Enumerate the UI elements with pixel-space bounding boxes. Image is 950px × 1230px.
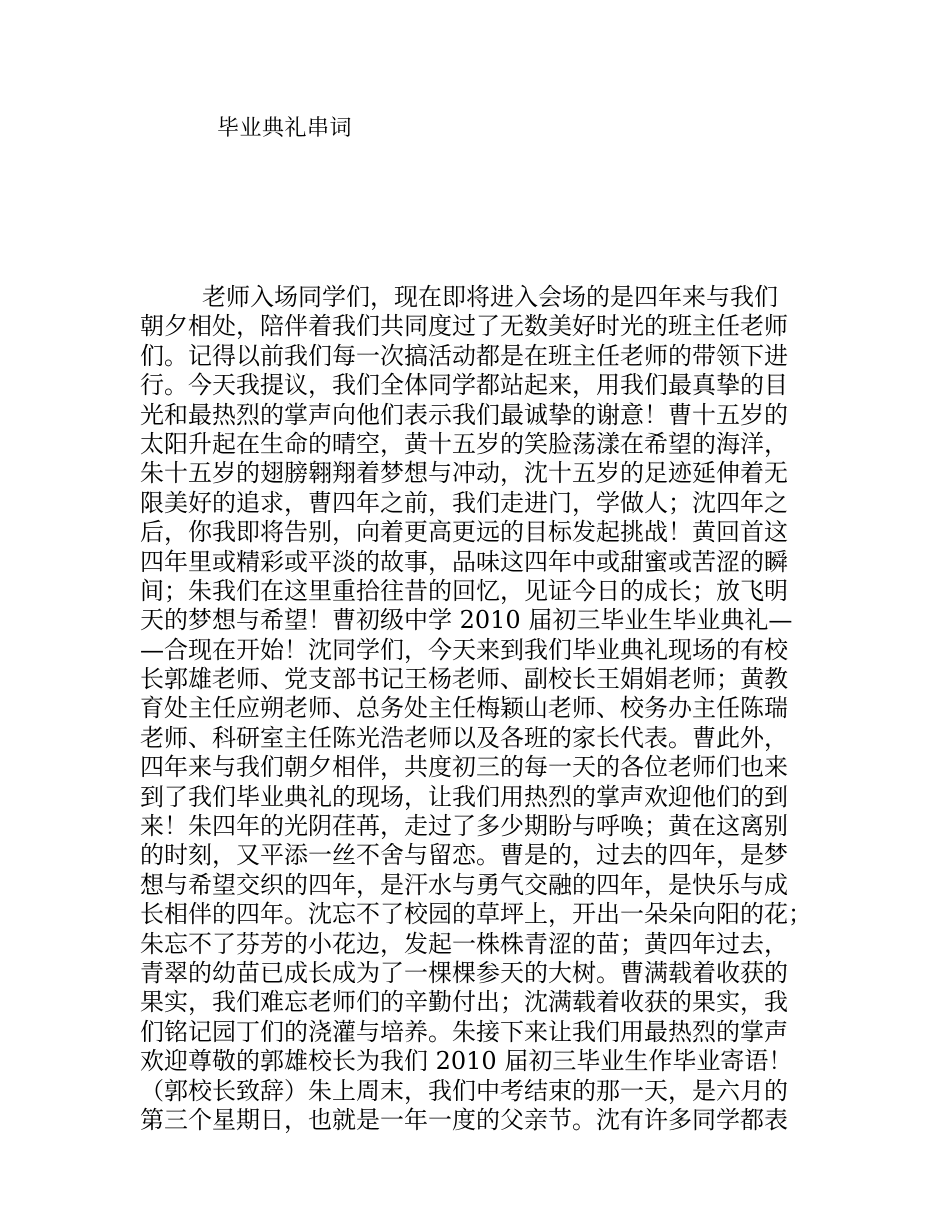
body-line: 想与希望交织的四年，是汗水与勇气交融的四年，是快乐与成 bbox=[140, 870, 788, 899]
body-line: 第三个星期日，也就是一年一度的父亲节。沈有许多同学都表 bbox=[140, 1105, 788, 1134]
body-line: 朱十五岁的翅膀翱翔着梦想与冲动，沈十五岁的足迹延伸着无 bbox=[140, 459, 788, 488]
body-line: 青翠的幼苗已成长成为了一棵棵参天的大树。曹满载着收获的 bbox=[140, 958, 788, 987]
body-line: —合现在开始！沈同学们，今天来到我们毕业典礼现场的有校 bbox=[140, 635, 788, 664]
document-body bbox=[140, 283, 820, 1135]
body-line: 间；朱我们在这里重拾往昔的回忆，见证今日的成长；放飞明 bbox=[140, 576, 788, 605]
body-line: 欢迎尊敬的郭雄校长为我们 2010 届初三毕业生作毕业寄语！ bbox=[140, 1047, 793, 1076]
body-line: 果实，我们难忘老师们的辛勤付出；沈满载着收获的果实，我 bbox=[140, 988, 788, 1017]
body-line: 到了我们毕业典礼的现场，让我们用热烈的掌声欢迎他们的到 bbox=[140, 782, 788, 811]
body-line: （郭校长致辞）朱上周末，我们中考结束的那一天，是六月的 bbox=[140, 1076, 788, 1105]
body-line: 天的梦想与希望！曹初级中学 2010 届初三毕业生毕业典礼— bbox=[140, 606, 793, 635]
body-line: 长郭雄老师、党支部书记王杨老师、副校长王娟娟老师；黄教 bbox=[140, 665, 788, 694]
body-line: 限美好的追求，曹四年之前，我们走进门，学做人；沈四年之 bbox=[140, 488, 788, 517]
body-line: 四年来与我们朝夕相伴，共度初三的每一天的各位老师们也来 bbox=[140, 753, 788, 782]
body-line: 行。今天我提议，我们全体同学都站起来，用我们最真挚的目 bbox=[140, 371, 788, 400]
body-line: 老师、科研室主任陈光浩老师以及各班的家长代表。曹此外， bbox=[140, 723, 788, 752]
body-line: 长相伴的四年。沈忘不了校园的草坪上，开出一朵朵向阳的花； bbox=[140, 900, 812, 929]
body-line: 的时刻，又平添一丝不舍与留恋。曹是的，过去的四年，是梦 bbox=[140, 841, 788, 870]
body-line: 四年里或精彩或平淡的故事，品味这四年中或甜蜜或苦涩的瞬 bbox=[140, 547, 788, 576]
document-title: 毕业典礼串词 bbox=[217, 116, 353, 141]
body-line: 们。记得以前我们每一次搞活动都是在班主任老师的带领下进 bbox=[140, 341, 788, 370]
body-line: 育处主任应朔老师、总务处主任梅颖山老师、校务办主任陈瑞 bbox=[140, 694, 788, 723]
body-line: 太阳升起在生命的晴空，黄十五岁的笑脸荡漾在希望的海洋， bbox=[140, 429, 788, 458]
body-line: 朱忘不了芬芳的小花边，发起一株株青涩的苗；黄四年过去， bbox=[140, 929, 788, 958]
body-line: 们铭记园丁们的浇灌与培养。朱接下来让我们用最热烈的掌声 bbox=[140, 1017, 788, 1046]
body-line: 光和最热烈的掌声向他们表示我们最诚挚的谢意！曹十五岁的 bbox=[140, 400, 788, 429]
body-line: 后，你我即将告别，向着更高更远的目标发起挑战！黄回首这 bbox=[140, 518, 788, 547]
body-line: 老师入场同学们，现在即将进入会场的是四年来与我们 bbox=[202, 283, 778, 311]
body-line: 朝夕相处，陪伴着我们共同度过了无数美好时光的班主任老师 bbox=[140, 312, 788, 341]
body-line: 来！朱四年的光阴荏苒，走过了多少期盼与呼唤；黄在这离别 bbox=[140, 812, 788, 841]
